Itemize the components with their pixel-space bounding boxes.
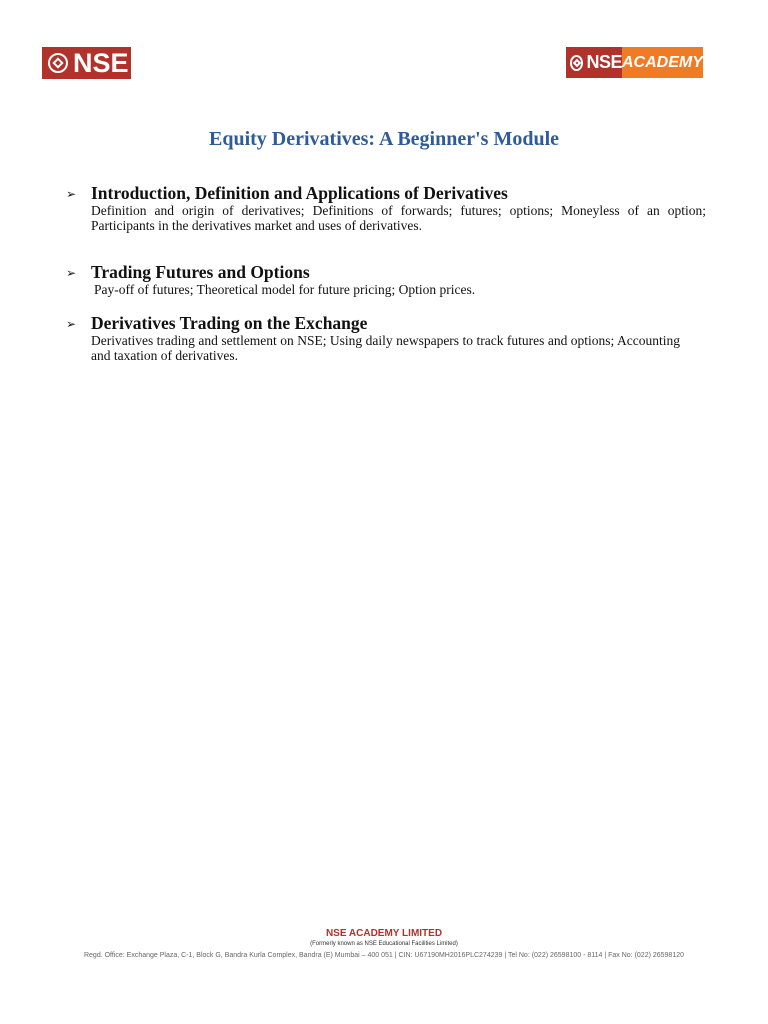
bullet-arrow-icon: ➢ [66,266,77,280]
section-introduction [66,183,706,233]
section-heading: Introduction, Definition and Applications of Derivatives [91,183,508,203]
nse-logo-text: NSE [73,48,129,78]
academy-logo-academy-text: ACADEMY [622,47,703,78]
page-title: Equity Derivatives: A Beginner's Module [209,128,559,150]
section-description: Derivatives trading and settlement on NSE; Using daily newspapers to track futures and options; Accounting and taxation of derivatives. [91,333,680,363]
nse-logo [42,47,131,79]
section-derivatives-trading [66,313,680,363]
section-description: Pay-off of futures; Theoretical model for future pricing; Option prices. [94,282,476,297]
section-trading-futures-options [66,262,706,297]
academy-emblem-icon [570,55,583,71]
academy-logo-nse-text: NSE [586,52,622,72]
nse-academy-logo [566,47,702,78]
footer-address: Regd. Office: Exchange Plaza, C-1, Block G, Bandra Kurla Complex, Bandra (E) Mumbai – 400 051 | CIN: U67190MH2016PLC274239 | Tel No: (022) 26598100 - 8114 | Fax No: (022) 26598120 [83,952,685,959]
section-heading: Trading Futures and Options [91,262,310,282]
nse-emblem-icon [48,53,68,73]
section-heading: Derivatives Trading on the Exchange [91,313,368,333]
footer-company-name: NSE ACADEMY LIMITED [325,928,443,939]
bullet-arrow-icon: ➢ [66,317,77,331]
footer-formerly-known: (Formerly known as NSE Educational Facilities Limited) [310,941,458,947]
bullet-arrow-icon: ➢ [66,187,77,201]
section-description: Definition and origin of derivatives; Definitions of forwards; futures; options; Moneyless of an option; Participants in the derivatives market and uses of derivatives. [91,203,706,233]
